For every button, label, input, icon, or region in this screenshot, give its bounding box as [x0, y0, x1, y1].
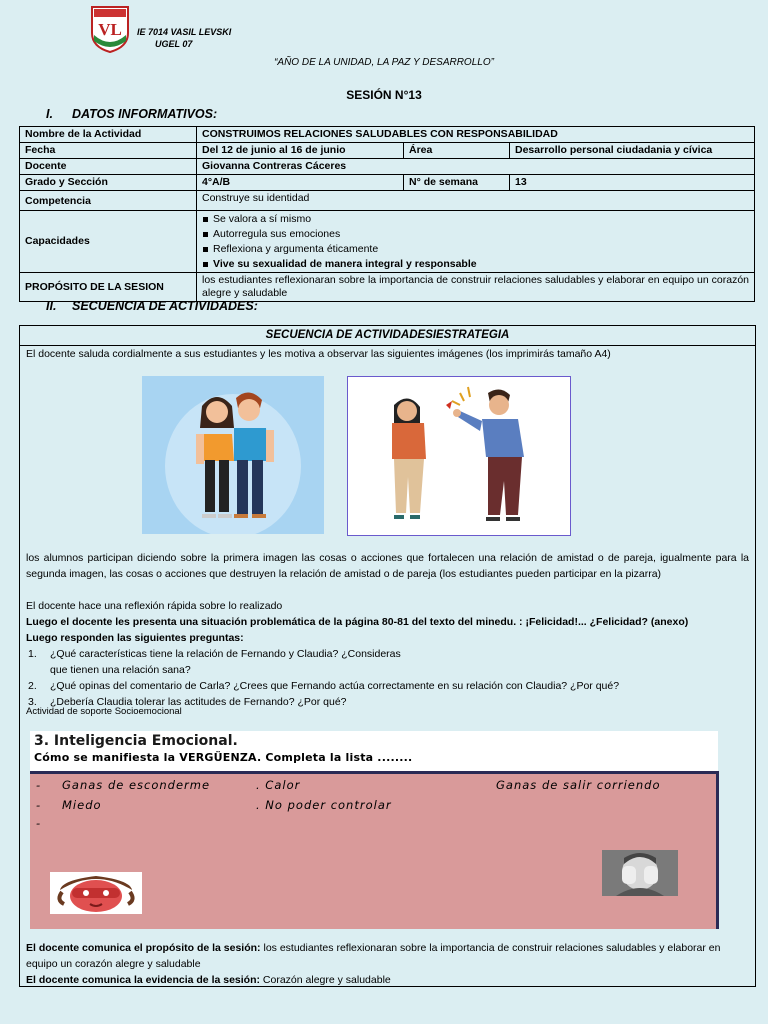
activity-value: CONSTRUIMOS RELACIONES SALUDABLES CON RESPONSABILIDAD [197, 127, 755, 143]
question-text: ¿Qué opinas del comentario de Carla? ¿Crees que Fernando actúa correctamente en su relación con Claudia? ¿Por qué? [50, 680, 620, 692]
section-2-title: SECUENCIA DE ACTIVIDADES: [72, 299, 258, 313]
question-number: 1. [28, 648, 37, 660]
activity-label: Nombre de la Actividad [20, 127, 197, 143]
competence-label: Competencia [20, 191, 197, 211]
purpose-value: los estudiantes reflexionaran sobre la importancia de construir relaciones saludables y elaborar en equipo un corazón alegre y saludable [197, 273, 755, 302]
closing-evidence [26, 972, 749, 988]
svg-text:VL: VL [98, 20, 122, 39]
competence-value: Construye su identidad [197, 191, 755, 211]
question-text-cont: que tienen una relación sana? [50, 664, 191, 676]
capacities-cell [197, 211, 755, 273]
paragraph-participation: los alumnos participan diciendo sobre la primera imagen las cosas o acciones que fortalecen una relación de amistad o de pareja, igualmente para la segunda imagen, las cosas o acciones que destruyen la relación de amistad o de pareja (los estudiantes pueden participar en la pizarra) [26, 552, 749, 580]
embarrassed-face-image [50, 872, 142, 914]
ugel-label: UGEL 07 [155, 39, 193, 49]
section-1-title: DATOS INFORMATIVOS: [72, 107, 218, 121]
week-value: 13 [510, 175, 755, 191]
school-logo [90, 5, 130, 53]
school-info [137, 26, 231, 50]
session-title: SESIÓN N°13 [346, 88, 422, 102]
shame-item: Ganas de salir corriendo [496, 778, 661, 792]
question-number: 2. [28, 680, 37, 692]
healthy-couple-image [142, 376, 324, 534]
closing-purpose-text: los estudiantes reflexionaran sobre la importancia de construir relaciones saludables y elaborar en equipo un corazón alegre y saludable [26, 942, 721, 970]
info-table [19, 126, 755, 302]
closing-evidence-text: Corazón alegre y saludable [260, 974, 391, 986]
grade-value: 4°A/B [197, 175, 404, 191]
question-number: 3. [28, 696, 37, 708]
paragraph-questions-intro: Luego responden las siguientes preguntas: [26, 632, 244, 644]
capacities-list [202, 212, 749, 272]
conflict-couple-image [347, 376, 571, 536]
worksheet-title: 3. Inteligencia Emocional. [34, 733, 238, 749]
closing-purpose-label: El docente comunica el propósito de la sesión: [26, 942, 261, 954]
question-text: ¿Qué características tiene la relación de Fernando y Claudia? ¿Consideras [50, 648, 401, 660]
intro-text: El docente saluda cordialmente a sus estudiantes y les motiva a observar las siguientes imágenes (los imprimirás tamaño A4) [26, 348, 611, 360]
question-text: ¿Debería Claudia tolerar las actitudes de Fernando? ¿Por qué? [50, 696, 347, 708]
year-motto: “AÑO DE LA UNIDAD, LA PAZ Y DESARROLLO” [274, 57, 494, 68]
question-2 [28, 678, 619, 694]
child-covering-face-image [602, 850, 678, 896]
grade-label: Grado y Sección [20, 175, 197, 191]
paragraph-reflection: El docente hace una reflexión rápida sobre lo realizado [26, 600, 283, 612]
support-activity-label: Actividad de soporte Socioemocional [26, 706, 182, 717]
teacher-label: Docente [20, 159, 197, 175]
worksheet-list-area: - Ganas de esconderme . Calor Ganas de salir corriendo - Miedo . No poder controlar - [30, 771, 719, 929]
shame-item: . No poder controlar [256, 798, 392, 812]
area-label: Área [404, 143, 510, 159]
capacities-label: Capacidades [20, 211, 197, 273]
section-2-heading [46, 299, 258, 313]
date-label: Fecha [20, 143, 197, 159]
teacher-value: Giovanna Contreras Cáceres [197, 159, 755, 175]
capacity-item: Autorregula sus emociones [202, 227, 749, 242]
week-label: N° de semana [404, 175, 510, 191]
paragraph-situation: Luego el docente les presenta una situación problemática de la página 80-81 del texto del minedu. : ¡Felicidad!... ¿Felicidad? (anexo) [26, 616, 689, 628]
capacity-item: Se valora a sí mismo [202, 212, 749, 227]
question-1 [28, 646, 401, 678]
capacity-item: Reflexiona y argumenta éticamente [202, 242, 749, 257]
section-1-number: I. [46, 107, 53, 121]
shame-item: Miedo [62, 798, 102, 812]
emotional-intelligence-worksheet [30, 731, 718, 927]
closing-purpose [26, 940, 749, 972]
date-value: Del 12 de junio al 16 de junio [197, 143, 404, 159]
purpose-label: PROPÓSITO DE LA SESION [20, 273, 197, 302]
section-1-heading [46, 107, 217, 121]
closing-evidence-label: El docente comunica la evidencia de la sesión: [26, 974, 260, 986]
shame-item: . Calor [256, 778, 301, 792]
worksheet-subtitle: Cómo se manifiesta la VERGÜENZA. Completa la lista ........ [34, 751, 413, 764]
capacity-item: Vive su sexualidad de manera integral y responsable [202, 257, 749, 272]
section-2-number: II. [46, 299, 57, 313]
area-value: Desarrollo personal ciudadania y cívica [510, 143, 755, 159]
school-name: IE 7014 VASIL LEVSKI [137, 27, 232, 37]
shame-item: Ganas de esconderme [62, 778, 211, 792]
sequence-header: SECUENCIA DE ACTIVIDADESIESTRATEGIA [20, 326, 755, 346]
